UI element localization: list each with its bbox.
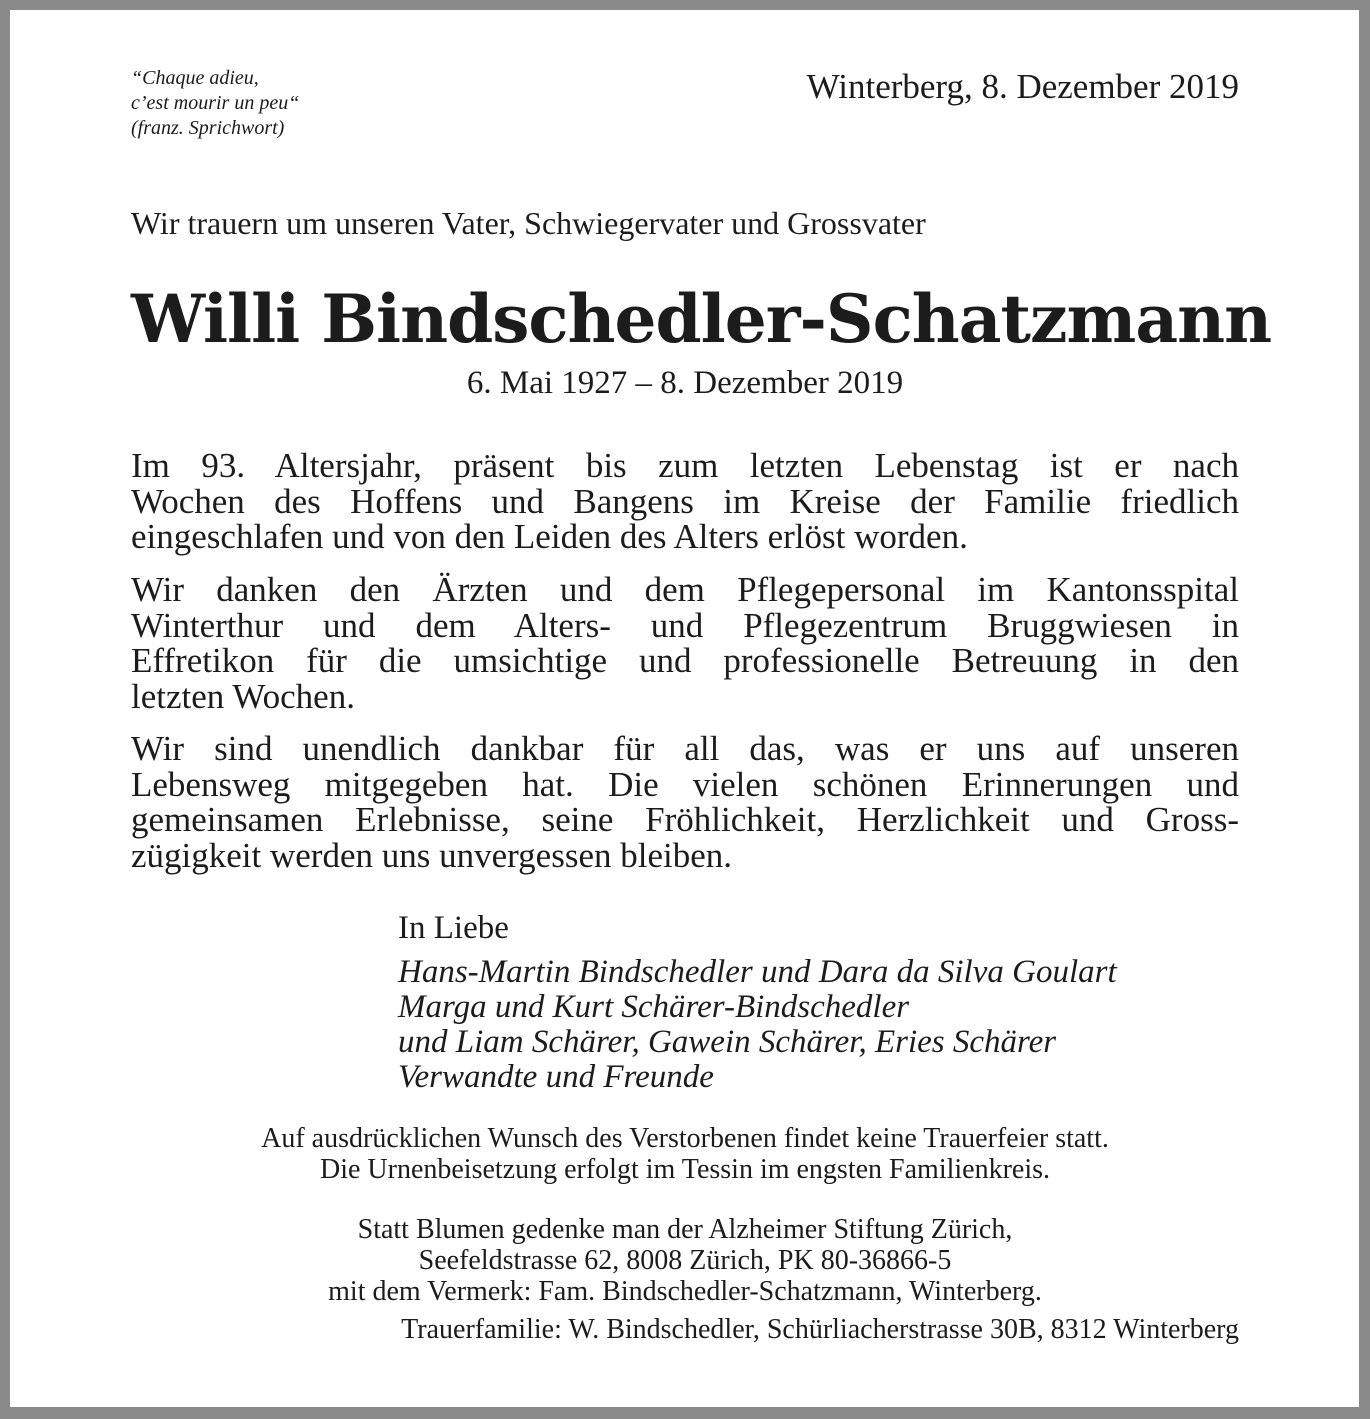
text-line: eingeschlafen und von den Leiden des Alters erlöst worden. [131,517,968,556]
text-line: zügigkeit werden uns unvergessen bleiben. [131,835,732,875]
deceased-name: Willi Bindschedler-Schatzmann [131,280,1272,358]
text-line: Winterthur und dem Alters- und Pflegezentrum Bruggwiesen in [131,605,1239,645]
signer-line: und Liam Schärer, Gawein Schärer, Eries Schärer [398,1024,1057,1060]
text-line: Wochen des Hoffens und Bangens im Kreise der Familie friedlich [131,481,1239,521]
intro-line: Wir trauern um unseren Vater, Schwiegervater und Grossvater [131,205,926,241]
closing-phrase: In Liebe [398,910,509,946]
text-line: Effretikon für die umsichtige und professionelle Betreuung in den [131,641,1239,680]
text-line: letzten Wochen. [131,676,355,716]
paragraph-gratitude [131,731,1239,873]
quote-source: (franz. Sprichwort) [131,117,285,139]
proverb-quote [131,66,299,141]
notice-line: Die Urnenbeisetzung erfolgt im Tessin im engsten Familienkreis. [319,1154,1051,1185]
text-line: Lebensweg mitgegeben hat. Die vielen schönen Erinnerungen und [131,764,1239,804]
family-signers [398,955,1117,1095]
donation-notice [131,1214,1239,1307]
quote-line: c’est mourir un peu“ [131,92,300,114]
text-line: Wir sind unendlich dankbar für all das, was er uns auf unseren [131,729,1239,768]
signer-line: Marga und Kurt Schärer-Bindschedler [398,989,910,1025]
notice-line: Auf ausdrücklichen Wunsch des Verstorbenen findet keine Trauerfeier statt. [261,1123,1109,1154]
signer-line: Verwandte und Freunde [398,1059,714,1095]
text-line: Wir danken den Ärzten und dem Pflegepersonal im Kantonsspital [131,570,1239,609]
text-line: gemeinsamen Erlebnisse, seine Fröhlichkeit, Herzlichkeit und Gross- [131,800,1239,839]
lifespan-dates: 6. Mai 1927 – 8. Dezember 2019 [466,365,904,401]
paragraph-thanks [131,572,1239,714]
paragraph-passing [131,448,1239,555]
signer-line: Hans-Martin Bindschedler und Dara da Silva Goulart [398,954,1117,990]
place-date-line: Winterberg, 8. Dezember 2019 [806,67,1239,106]
donation-line: Statt Blumen gedenke man der Alzheimer Stiftung Zürich, [357,1214,1013,1245]
obituary-notice [10,10,1359,1407]
funeral-notice [131,1123,1239,1185]
donation-line: Seefeldstrasse 62, 8008 Zürich, PK 80-36866-5 [418,1245,952,1276]
donation-line: mit dem Vermerk: Fam. Bindschedler-Schatzmann, Winterberg. [328,1276,1042,1307]
text-line: Im 93. Altersjahr, präsent bis zum letzten Lebenstag ist er nach [131,446,1239,485]
family-contact-address: Trauerfamilie: W. Bindschedler, Schürliacherstrasse 30B, 8312 Winterberg [401,1314,1239,1345]
quote-line: “Chaque adieu, [131,67,259,89]
